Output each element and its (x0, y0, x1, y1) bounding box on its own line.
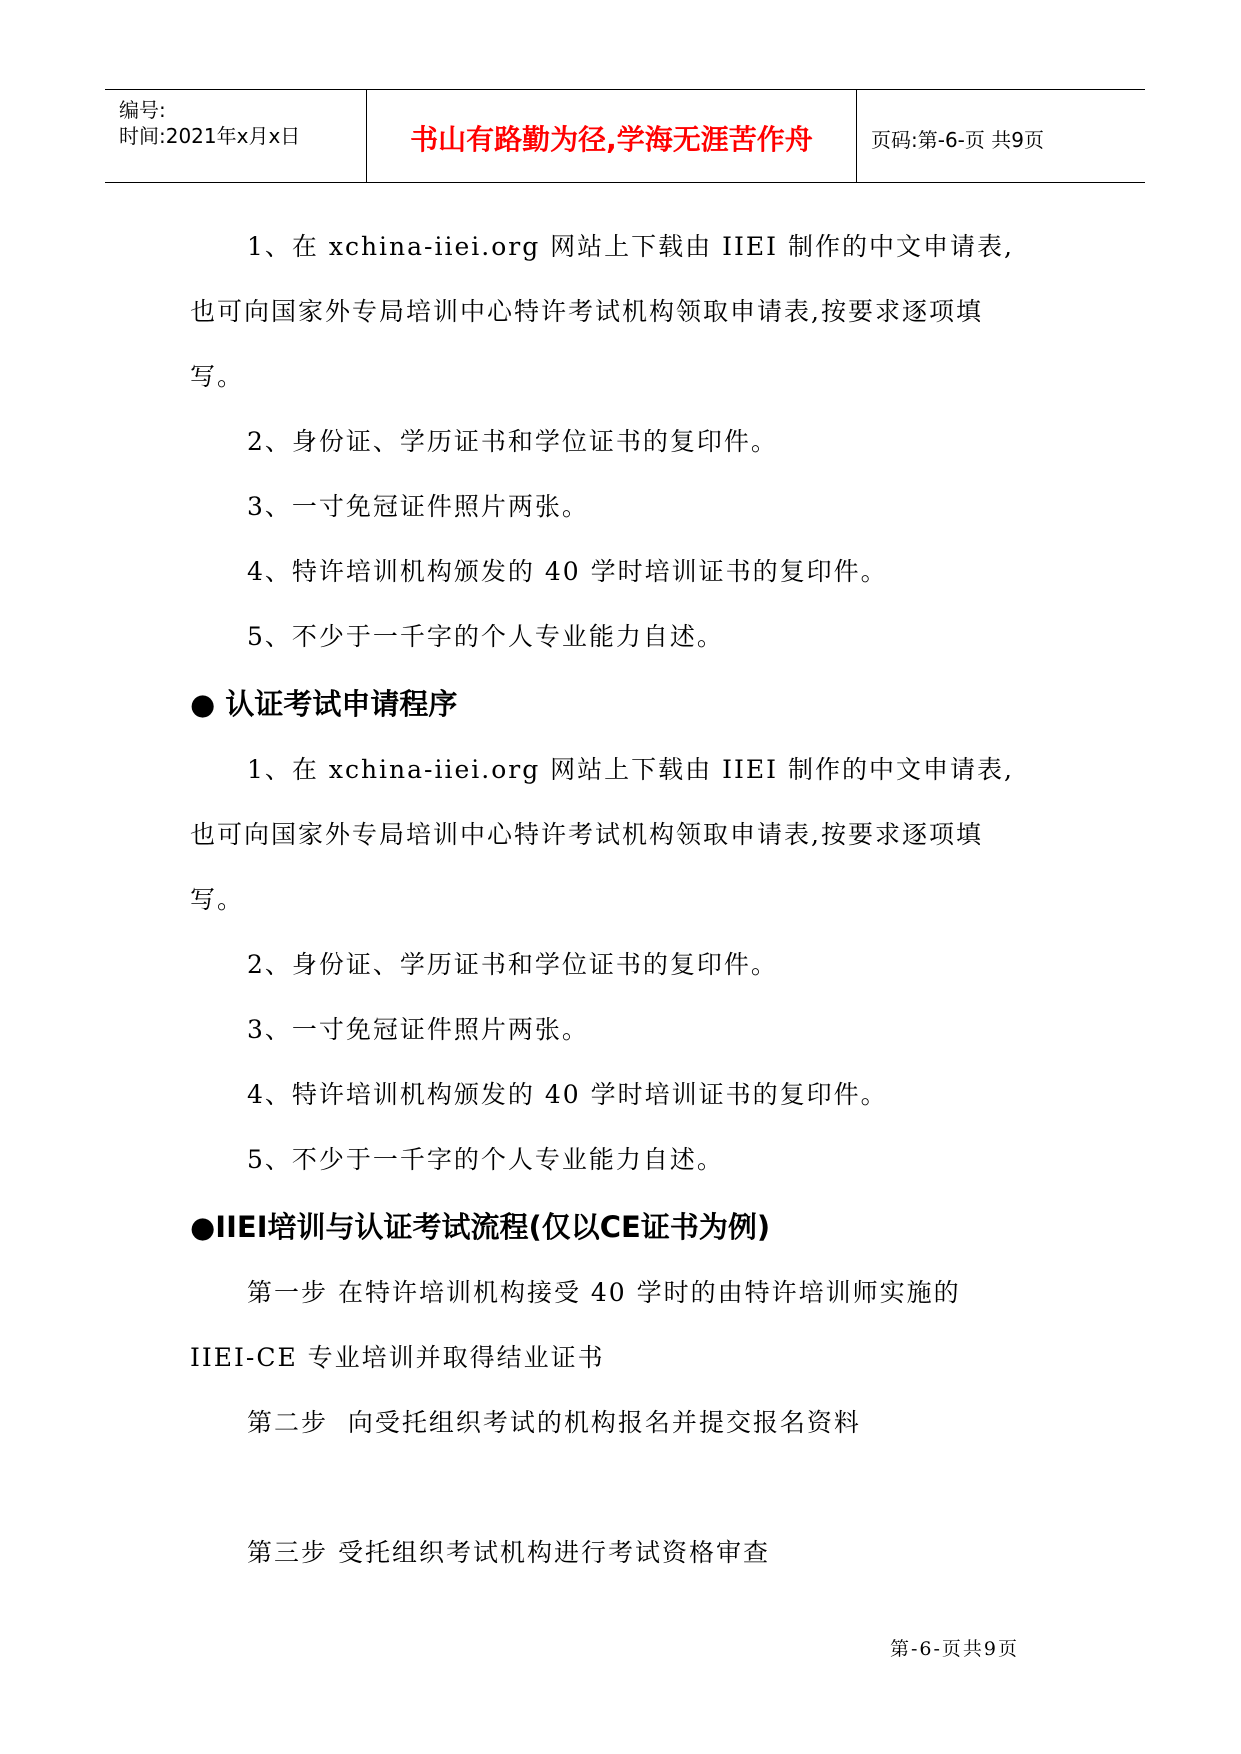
step-item: 第三步 受托组织考试机构进行考试资格审查 (247, 1538, 770, 1567)
page-header (105, 89, 1145, 183)
time-label: 时间:2021年x月x日 (119, 124, 301, 148)
list-item: 3、一寸免冠证件照片两张。 (247, 1015, 589, 1044)
header-left-cell (105, 90, 367, 182)
header-right-cell (857, 90, 1145, 182)
section-heading-application-procedure (190, 682, 457, 723)
list-item: 2、身份证、学历证书和学位证书的复印件。 (247, 950, 778, 979)
list-item: 4、特许培训机构颁发的 40 学时培训证书的复印件。 (247, 557, 888, 586)
header-middle-cell (367, 90, 857, 182)
section-heading-exam-flow: ●IIEI培训与认证考试流程(仅以CE证书为例) (190, 1210, 771, 1244)
list-item: 也可向国家外专局培训中心特许考试机构领取申请表,按要求逐项填 (190, 297, 983, 326)
step-item: IIEI-CE 专业培训并取得结业证书 (190, 1343, 605, 1372)
list-item: 写。 (190, 885, 245, 914)
page-footer-number: 第-6-页共9页 (890, 1638, 1020, 1660)
header-page-number: 页码:第-6-页 共9页 (871, 128, 1044, 152)
list-item: 1、在 xchina-iiei.org 网站上下载由 IIEI 制作的中文申请表, (247, 755, 1014, 784)
bullet-icon: ● (190, 687, 216, 721)
list-item: 2、身份证、学历证书和学位证书的复印件。 (247, 427, 778, 456)
heading-text: 认证考试申请程序 (225, 687, 458, 721)
header-motto: 书山有路勤为径,学海无涯苦作舟 (410, 123, 813, 156)
list-item: 1、在 xchina-iiei.org 网站上下载由 IIEI 制作的中文申请表, (247, 232, 1014, 261)
list-item: 5、不少于一千字的个人专业能力自述。 (247, 1145, 724, 1174)
list-item: 3、一寸免冠证件照片两张。 (247, 492, 589, 521)
step-item: 第二步 向受托组织考试的机构报名并提交报名资料 (247, 1408, 861, 1437)
list-item: 也可向国家外专局培训中心特许考试机构领取申请表,按要求逐项填 (190, 820, 983, 849)
list-item: 写。 (190, 362, 245, 391)
serial-label: 编号: (119, 98, 166, 122)
step-item: 第一步 在特许培训机构接受 40 学时的由特许培训师实施的 (247, 1278, 961, 1307)
list-item: 5、不少于一千字的个人专业能力自述。 (247, 622, 724, 651)
list-item: 4、特许培训机构颁发的 40 学时培训证书的复印件。 (247, 1080, 888, 1109)
